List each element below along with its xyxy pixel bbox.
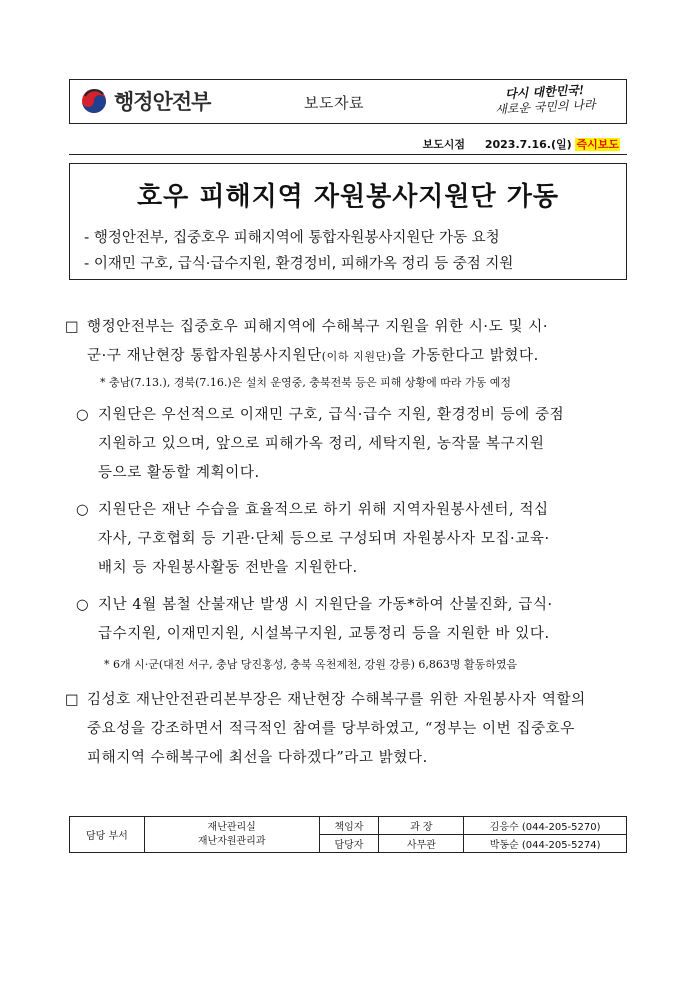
- immediate-release-badge: 즉시보도: [576, 138, 619, 151]
- release-info: [380, 136, 620, 152]
- paragraph-4-line-1: ○ 지난 4월 봄철 산불재난 발생 시 지원단을 가동*하여 산불진화, 급식·: [76, 597, 553, 613]
- ministry-name: 행정안전부: [114, 90, 211, 114]
- paragraph-1-line-2: 군·구 재난현장 통합자원봉사지원단(이하 지원단)을 가동한다고 밝혔다.: [87, 348, 539, 364]
- subtitle-1: - 행정안전부, 집중호우 피해지역에 통합자원봉사지원단 가동 요청: [84, 230, 500, 246]
- paragraph-3-line-1: ○ 지원단은 재난 수습을 효율적으로 하기 위해 지역자원봉사센터, 적십: [76, 502, 549, 518]
- paragraph-2-line-1: ○ 지원단은 우선적으로 이재민 구호, 급식·급수 지원, 환경정비 등에 중점: [76, 407, 565, 423]
- paragraph-3-line-3: 배치 등 자원봉사활동 전반을 지원한다.: [98, 560, 358, 576]
- slogan-line-1: 다시 대한민국!: [504, 82, 585, 102]
- paragraph-1-line-1: □ 행정안전부는 집중호우 피해지역에 수해복구 지원을 위한 시·도 및 시·: [65, 319, 549, 335]
- document-type: 보도자료: [304, 94, 364, 112]
- square-bullet: □: [65, 319, 80, 335]
- ministry-logo: [80, 86, 210, 116]
- title-box: [69, 163, 627, 280]
- header-box: [69, 79, 627, 124]
- paragraph-1-note: * 충남(7.13.), 경북(7.16.)은 설치 운영중, 충북전북 등은 피해 상황에 따라 가동 예정: [100, 376, 511, 389]
- position-cell: 과 장: [379, 817, 464, 835]
- headline: 호우 피해지역 자원봉사지원단 가동: [137, 182, 559, 212]
- position-cell: 사무관: [379, 835, 464, 853]
- paragraph-5-line-3: 피해지역 수해복구에 최선을 다하겠다”라고 밝혔다.: [87, 750, 428, 766]
- dept-label-cell: 담당 부서: [70, 817, 145, 853]
- paragraph-2-line-3: 등으로 활동할 계획이다.: [98, 465, 260, 481]
- abbreviation-note: (이하 지원단): [321, 350, 392, 363]
- paragraph-5-line-2: 중요성을 강조하면서 적극적인 참여를 당부하였고, “정부는 이번 집중호우: [87, 721, 575, 737]
- dept-name-cell: 재난관리실 재난자원관리과: [144, 817, 319, 853]
- release-date: 2023.7.16.(일): [484, 138, 572, 151]
- circle-bullet: ○: [76, 407, 90, 423]
- square-bullet: □: [65, 692, 80, 708]
- slogan: [479, 82, 610, 119]
- paragraph-4-note: * 6개 시·군(대전 서구, 충남 당진홍성, 충북 옥천제천, 강원 강릉) 6,863명 활동하였음: [104, 658, 518, 671]
- subtitle-2: - 이재민 구호, 급식·급수지원, 환경정비, 피해가옥 정리 등 중점 지원: [84, 256, 514, 272]
- paragraph-5-line-1: □ 김성호 재난안전관리본부장은 재난현장 수해복구를 위한 자원봉사자 역할의: [65, 692, 586, 708]
- person-cell: 박동순 (044-205-5274): [464, 835, 627, 853]
- person-cell: 김응수 (044-205-5270): [464, 817, 627, 835]
- release-divider: [69, 154, 627, 155]
- circle-bullet: ○: [76, 597, 90, 613]
- role-cell: 담당자: [319, 835, 379, 853]
- contact-table: [69, 816, 627, 853]
- slogan-line-2: 새로운 국민의 나라: [494, 97, 596, 117]
- paragraph-2-line-2: 지원하고 있으며, 앞으로 피해가옥 정리, 세탁지원, 농작물 복구지원: [98, 436, 545, 452]
- paragraph-4-line-2: 급수지원, 이재민지원, 시설복구지원, 교통정리 등을 지원한 바 있다.: [98, 626, 550, 642]
- role-cell: 책임자: [319, 817, 379, 835]
- circle-bullet: ○: [76, 502, 90, 518]
- release-label: 보도시점: [422, 138, 465, 151]
- taegeuk-emblem-icon: [80, 87, 108, 115]
- paragraph-3-line-2: 자사, 구호협회 등 기관·단체 등으로 구성되며 자원봉사자 모집·교육·: [98, 531, 550, 547]
